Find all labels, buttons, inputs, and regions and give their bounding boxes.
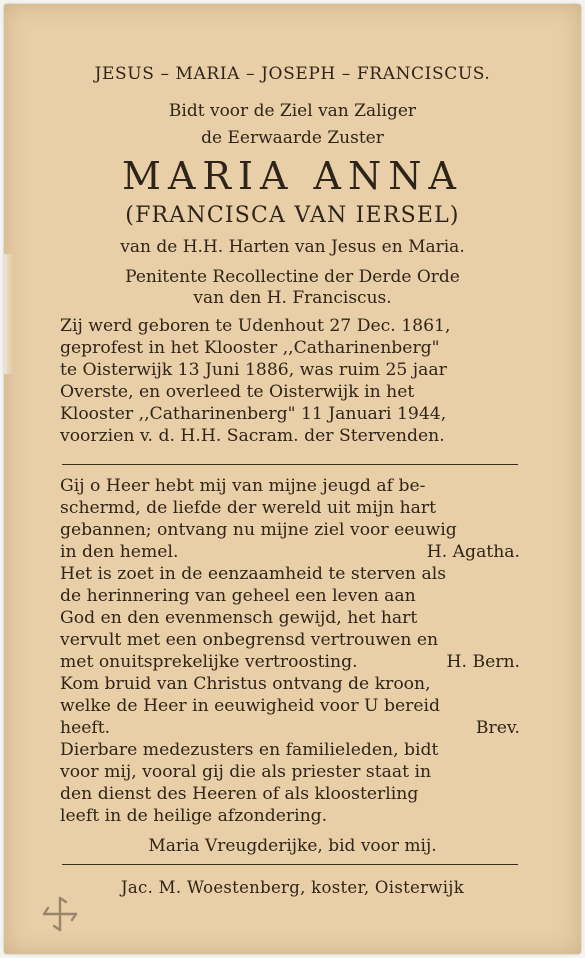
- cross-stamp-icon: [38, 892, 82, 936]
- bio-line: geprofest in het Klooster ,,Catharinenberg": [60, 338, 440, 358]
- prayer-line: [60, 718, 520, 738]
- prayer-line: Kom bruid van Christus ontvang de kroon,: [60, 674, 431, 694]
- attribution-agatha: H. Agatha.: [426, 542, 520, 562]
- attribution-brev: Brev.: [475, 718, 520, 738]
- bio-line: Zij werd geboren te Udenhout 27 Dec. 1861,: [60, 316, 451, 336]
- order-line-1: Penitente Recollectine der Derde Orde: [125, 267, 460, 287]
- invocation: JESUS – MARIA – JOSEPH – FRANCISCUS.: [94, 64, 491, 84]
- prayer-text: heeft.: [60, 718, 111, 738]
- prayer-text: in den hemel.: [60, 542, 179, 562]
- prayer-line: God en den evenmensch gewijd, het hart: [60, 608, 418, 628]
- prayer-line: Dierbare medezusters en familieleden, bidt: [60, 740, 439, 760]
- prayer-line: de herinnering van geheel een leven aan: [60, 586, 416, 606]
- prayer-text: met onuitsprekelijke vertroosting.: [60, 652, 358, 672]
- prayer-line: schermd, de liefde der wereld uit mijn hart: [60, 498, 437, 518]
- prayer-line: vervult met een onbegrensd vertrouwen en: [60, 630, 439, 650]
- birth-name: (FRANCISCA VAN IERSEL): [125, 203, 460, 228]
- prayer-line: welke de Heer in eeuwigheid voor U bereid: [60, 696, 441, 716]
- title-line: de Eerwaarde Zuster: [201, 128, 384, 148]
- bio-line: voorzien v. d. H.H. Sacram. der Stervenden.: [60, 426, 445, 446]
- divider: [62, 864, 518, 865]
- prayer-line: Het is zoet in de eenzaamheid te sterven als: [60, 564, 447, 584]
- prayer-line: leeft in de heilige afzondering.: [60, 806, 328, 826]
- prayer-line: den dienst des Heeren of als kloosterling: [60, 784, 419, 804]
- prayer-line: [60, 652, 520, 672]
- closing-line: Maria Vreugderijke, bid voor mij.: [148, 836, 437, 856]
- bio-line: te Oisterwijk 13 Juni 1886, was ruim 25 jaar: [60, 360, 447, 380]
- deceased-name: MARIA ANNA: [122, 154, 463, 198]
- memorial-card: [4, 4, 581, 954]
- divider: [62, 464, 518, 465]
- prayer-line: voor mij, vooral gij die als priester staat in: [60, 762, 432, 782]
- attribution-bern: H. Bern.: [446, 652, 520, 672]
- bio-line: Overste, en overleed te Oisterwijk in het: [60, 382, 415, 402]
- prayer-line: [60, 542, 520, 562]
- prayer-line: gebannen; ontvang nu mijne ziel voor eeuwig: [60, 520, 457, 540]
- printer-credit: Jac. M. Woestenberg, koster, Oisterwijk: [121, 878, 464, 897]
- prayer-request: Bidt voor de Ziel van Zaliger: [168, 101, 417, 121]
- order-line-2: van den H. Franciscus.: [193, 288, 392, 308]
- bio-line: Klooster ,,Catharinenberg" 11 Januari 1944,: [60, 404, 447, 424]
- prayer-line: Gij o Heer hebt mij van mijne jeugd af be-: [60, 476, 426, 496]
- congregation: van de H.H. Harten van Jesus en Maria.: [120, 237, 465, 257]
